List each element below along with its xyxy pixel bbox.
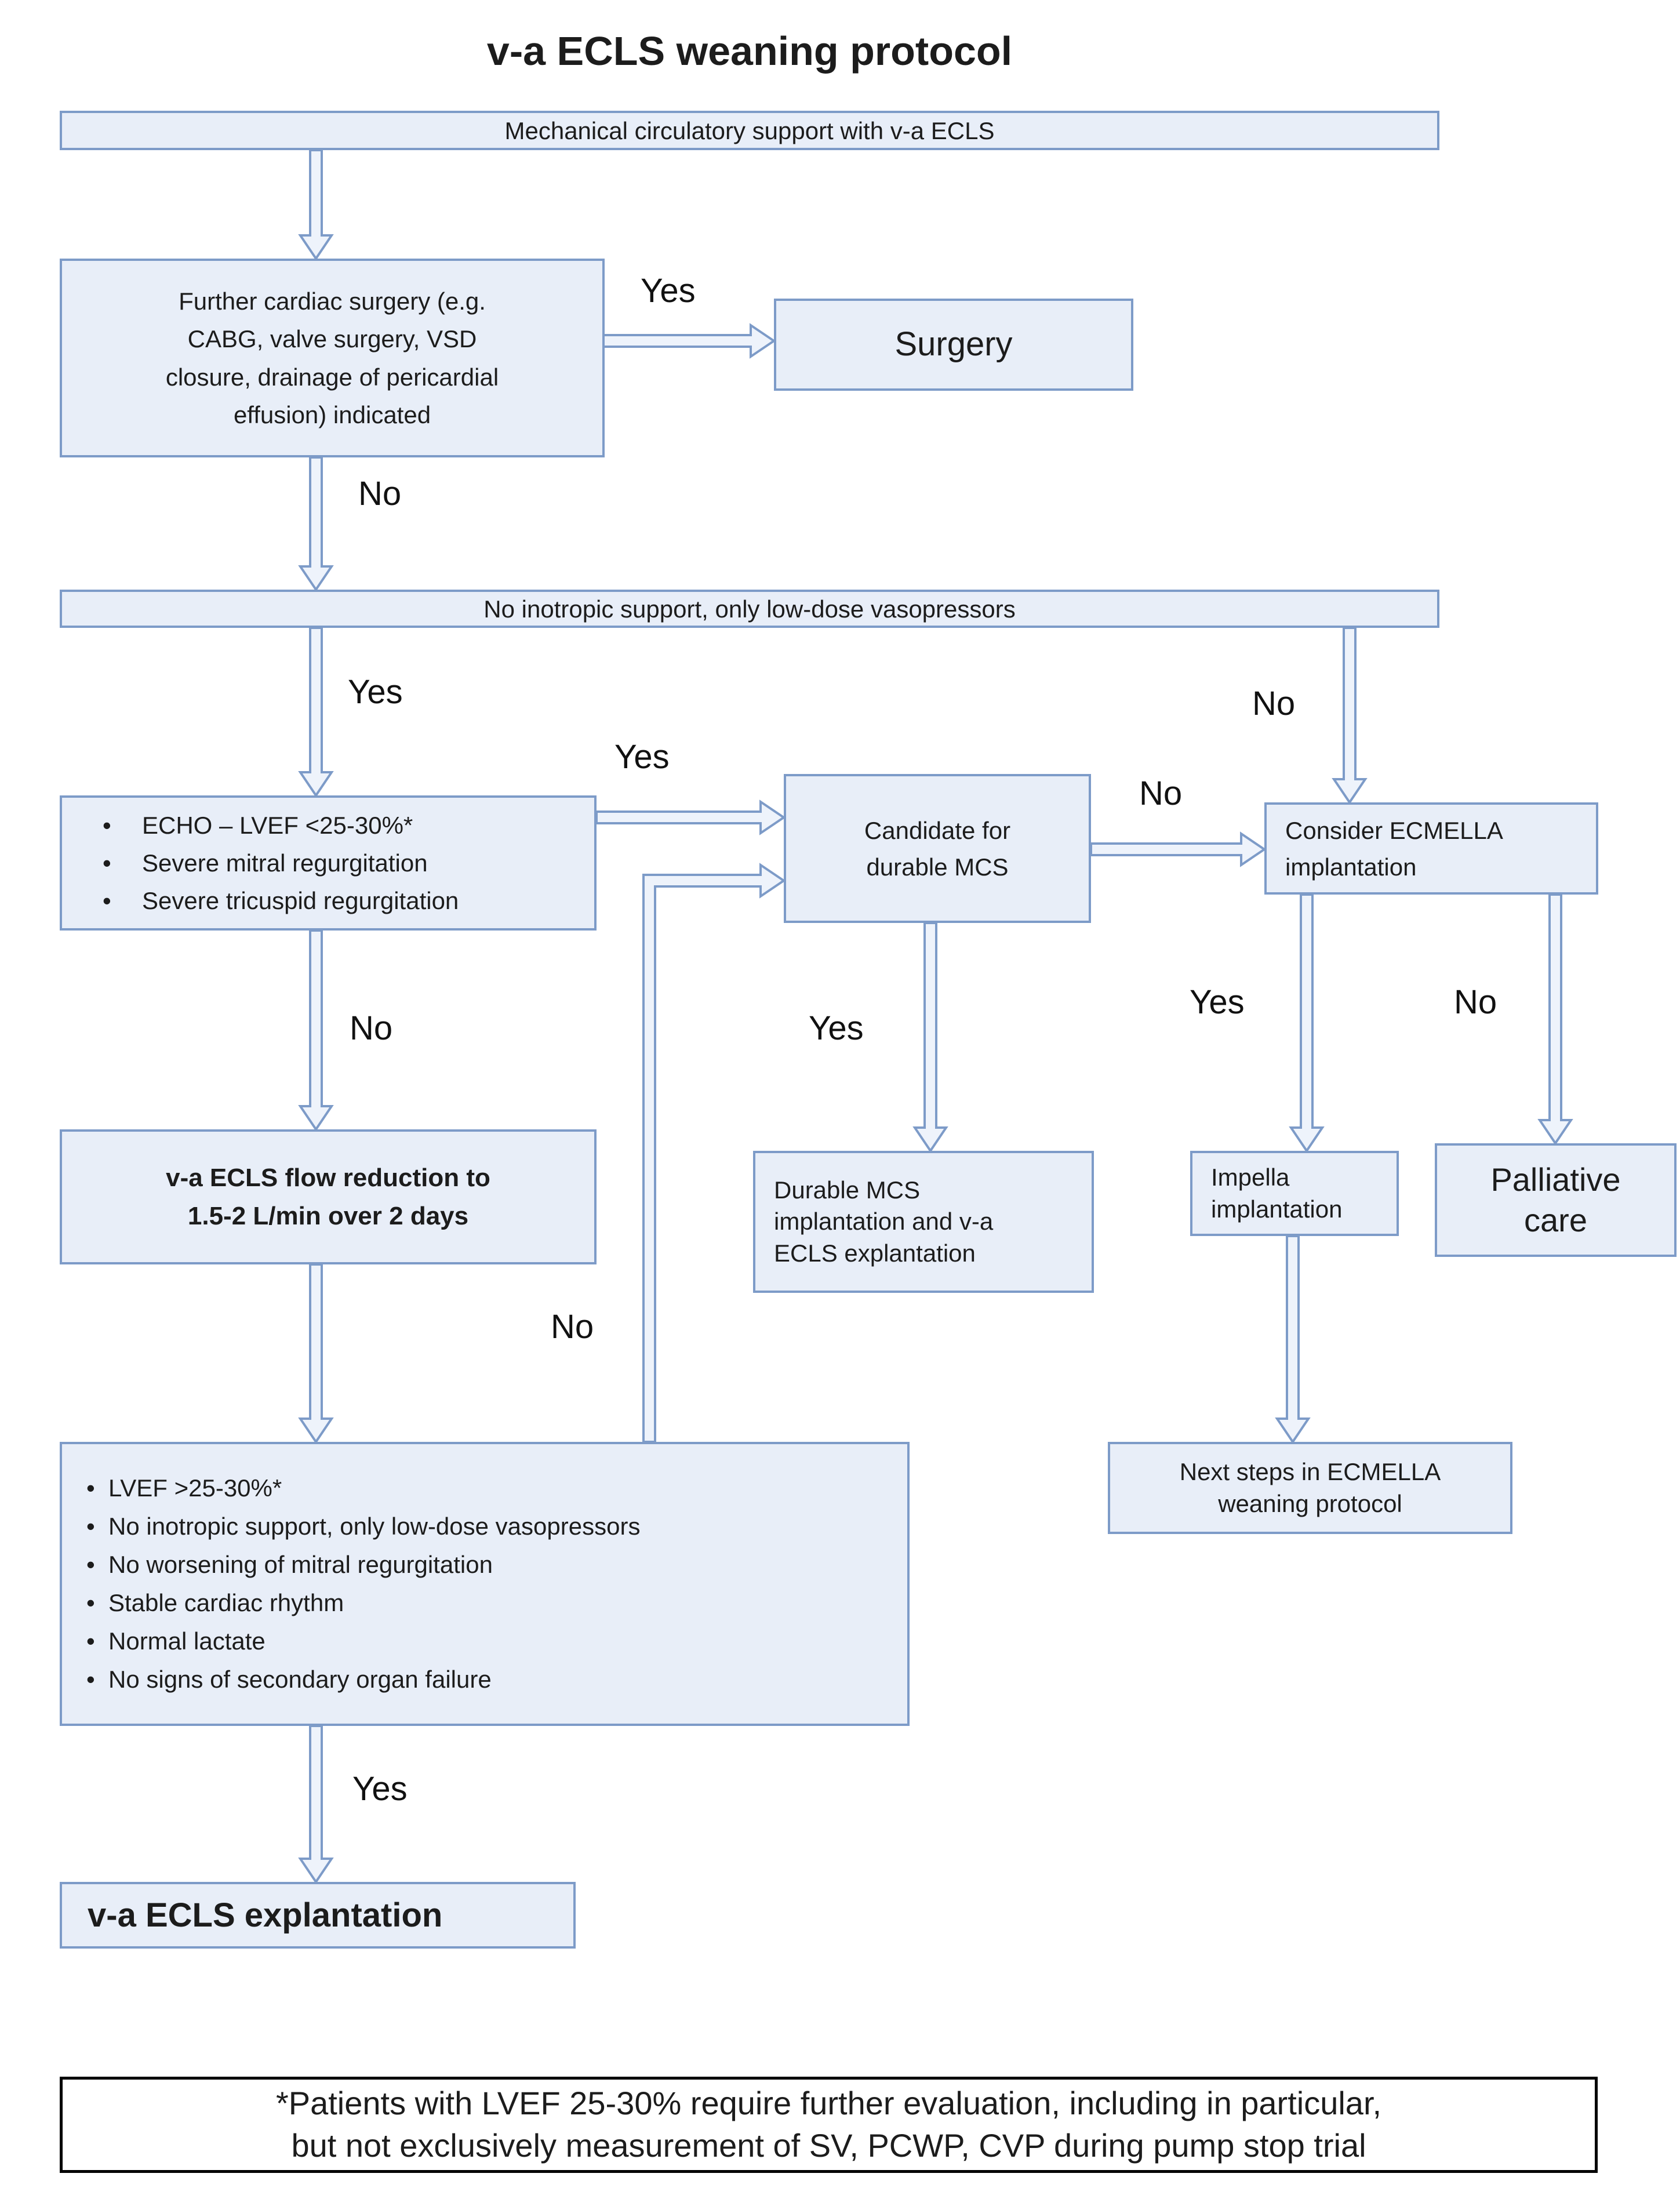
edge-label-no-echo-to-flow-reduction: No [350,1009,393,1047]
footnote-line-2: but not exclusively measurement of SV, PCWP, CVP during pump stop trial [291,2127,1366,2164]
edge-label-yes-echo-to-candidate: Yes [614,738,670,776]
node-flow-reduction-line-2: 1.5-2 L/min over 2 days [187,1201,469,1230]
edge-label-no-candidate-to-ecmella: No [1139,775,1183,812]
edge-label-no-ecmella-to-palliative: No [1454,983,1497,1021]
arrow-candidate-mcs-to-durable-mcs [915,923,946,1151]
node-no-inotropic-text: No inotropic support, only low-dose vasopressors [483,595,1016,623]
node-durable-mcs-line-3: ECLS explantation [774,1239,976,1267]
diagram-title: v-a ECLS weaning protocol [486,28,1013,74]
node-echo-criteria [60,795,597,931]
arrow-candidate-mcs-to-consider-ecmella [1091,834,1264,865]
arrow-impella-to-next-steps [1277,1236,1308,1442]
arrow-further-surgery-to-no-inotropic [300,457,332,590]
node-palliative-care-line-1: Palliative [1490,1161,1621,1198]
edge-label-yes-ecmella-to-impella: Yes [1190,983,1245,1021]
node-weaning-criteria-item-2: • No inotropic support, only low-dose vasopressors [62,1507,907,1546]
node-next-steps [1108,1442,1512,1534]
node-impella-line-1: Impella [1211,1163,1290,1191]
node-durable-mcs-line-2: implantation and v-a [774,1208,994,1235]
node-mcs-support-text: Mechanical circulatory support with v-a ECLS [504,117,995,144]
node-palliative-care-line-2: care [1524,1202,1587,1238]
node-surgery [774,299,1133,391]
node-consider-ecmella-line-2: implantation [1285,853,1417,881]
node-surgery-text: Surgery [894,325,1013,364]
node-weaning-criteria-item-6: • No signs of secondary organ failure [62,1660,907,1699]
node-durable-mcs [753,1151,1094,1293]
edge-label-no-weaning-to-candidate: No [551,1308,594,1346]
node-weaning-criteria-item-1: • LVEF >25-30%* [62,1469,907,1507]
node-further-surgery-line-2: CABG, valve surgery, VSD [187,325,477,353]
node-next-steps-line-2: weaning protocol [1218,1489,1402,1517]
edge-label-no-further-surgery-to-inotropic: No [358,475,402,513]
node-further-surgery-line-3: closure, drainage of pericardial [165,363,499,391]
edge-label-yes-weaning-to-explantation: Yes [352,1770,408,1808]
footnote-line-1: *Patients with LVEF 25-30% require further evaluation, including in particular, [275,2085,1382,2122]
node-flow-reduction [60,1129,597,1264]
arrow-consider-ecmella-to-palliative [1540,895,1571,1143]
node-impella-line-2: implantation [1211,1195,1343,1223]
arrow-no-inotropic-to-consider-ecmella [1334,628,1365,802]
arrow-consider-ecmella-to-impella [1291,895,1322,1151]
node-explantation-text: v-a ECLS explantation [88,1896,443,1934]
node-echo-criteria-item-1: • ECHO – LVEF <25-30%* [62,806,594,844]
node-next-steps-line-1: Next steps in ECMELLA [1179,1458,1441,1485]
node-further-surgery-line-1: Further cardiac surgery (e.g. [179,288,486,315]
node-consider-ecmella [1264,802,1598,895]
node-candidate-mcs-line-2: durable MCS [866,853,1009,881]
node-further-surgery [60,259,605,457]
arrow-echo-criteria-to-candidate-mcs [597,802,784,833]
arrow-further-surgery-to-surgery [603,325,774,357]
node-flow-reduction-line-1: v-a ECLS flow reduction to [166,1163,490,1192]
arrow-no-inotropic-to-echo-criteria [300,628,332,795]
edge-label-yes-inotropic-to-echo: Yes [348,673,403,711]
node-no-inotropic [60,590,1439,628]
node-weaning-criteria [60,1442,910,1726]
edge-label-no-inotropic-to-ecmella: No [1252,685,1296,722]
node-echo-criteria-item-2: • Severe mitral regurgitation [62,844,594,882]
arrow-flow-reduction-to-weaning [300,1264,332,1442]
node-explantation [60,1882,576,1949]
arrow-mcs-to-further-surgery [300,150,332,259]
edge-label-yes-further-surgery-to-surgery: Yes [641,272,696,310]
node-further-surgery-line-4: effusion) indicated [233,401,431,428]
node-weaning-criteria-item-4: • Stable cardiac rhythm [62,1584,907,1622]
node-weaning-criteria-item-3: • No worsening of mitral regurgitation [62,1546,907,1584]
footnote-box [60,2077,1598,2173]
node-durable-mcs-line-1: Durable MCS [774,1176,921,1204]
node-mcs-support [60,111,1439,150]
node-echo-criteria-item-3: • Severe tricuspid regurgitation [62,882,594,919]
edge-label-yes-candidate-to-durable: Yes [809,1009,864,1047]
node-weaning-criteria-item-5: • Normal lactate [62,1622,907,1660]
node-impella [1190,1151,1399,1236]
node-consider-ecmella-line-1: Consider ECMELLA [1285,816,1503,844]
node-candidate-mcs [784,774,1091,923]
arrow-echo-criteria-to-flow-reduction [300,931,332,1129]
arrow-weaning-to-explantation [300,1726,332,1882]
node-candidate-mcs-line-1: Candidate for [864,816,1011,844]
node-palliative-care [1435,1143,1677,1257]
